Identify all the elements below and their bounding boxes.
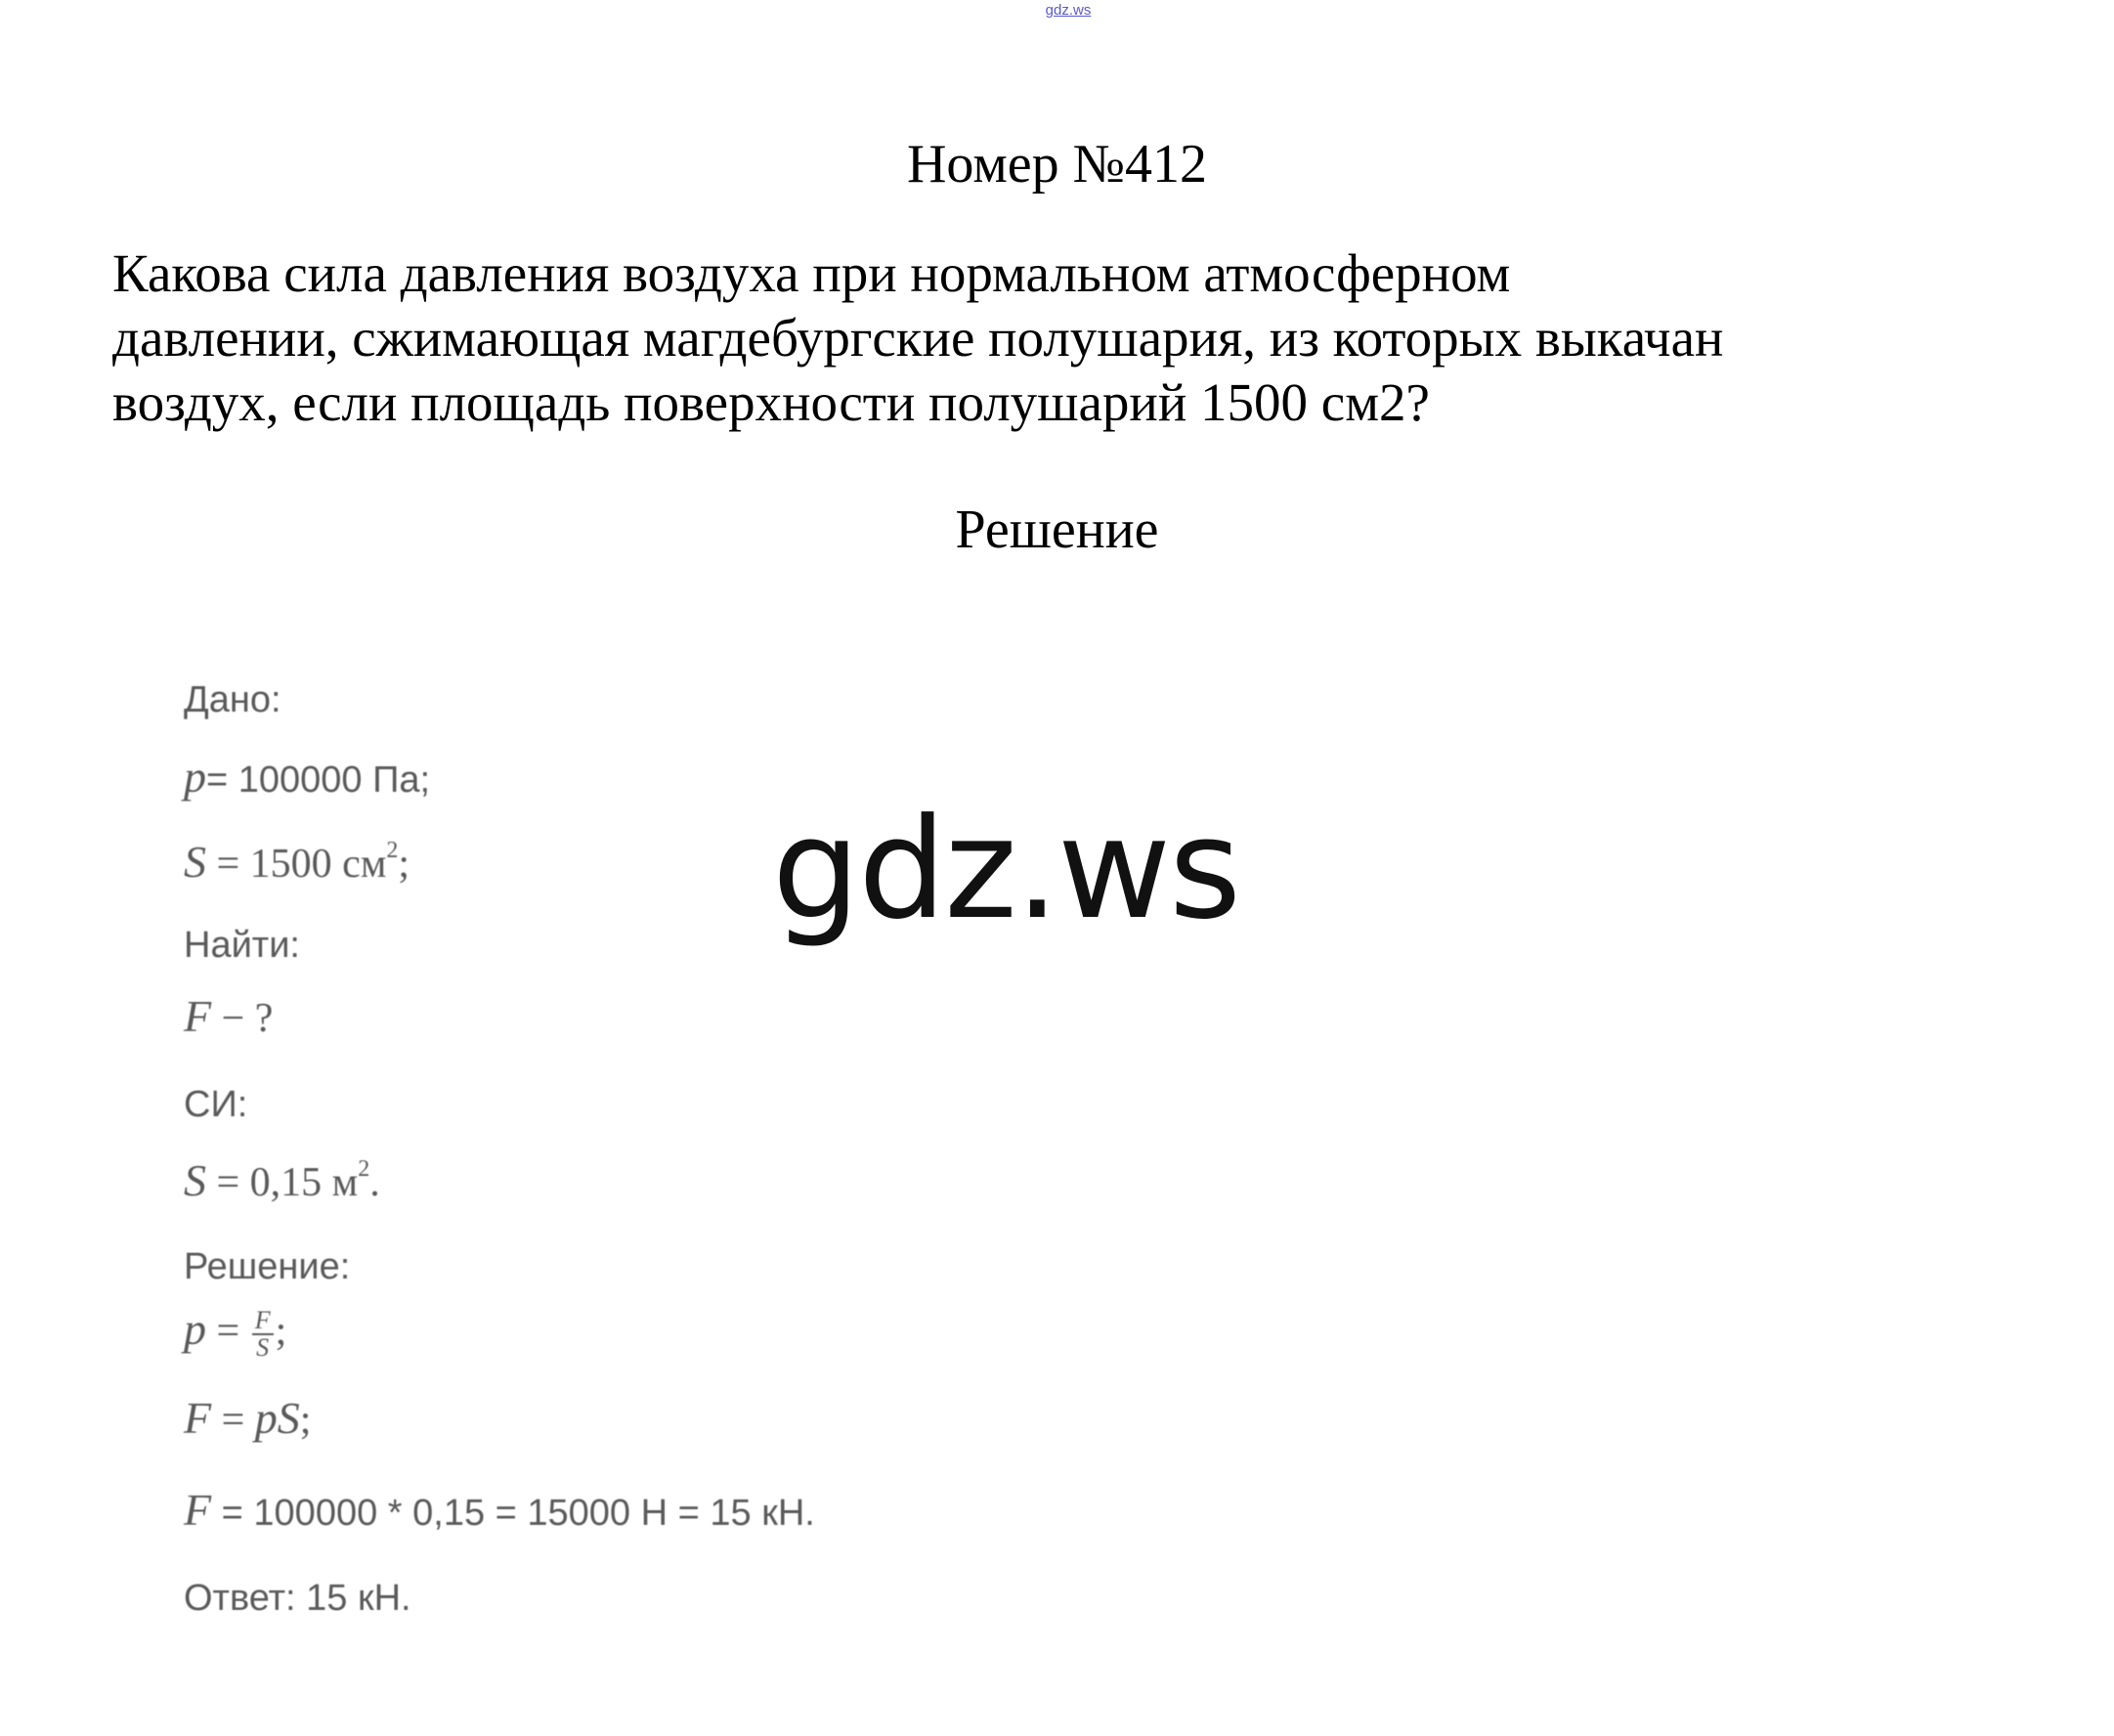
solution-heading: Решение (955, 499, 1159, 560)
var-f: F (184, 1393, 212, 1443)
find-label: Найти: (184, 925, 300, 966)
site-link[interactable]: gdz.ws (1045, 2, 1092, 19)
problem-line: воздух, если площадь поверхности полушарий 1500 см2? (112, 372, 1430, 432)
formula-rhs: pS (254, 1393, 300, 1443)
si-area (184, 1156, 380, 1213)
var-s: S (184, 837, 206, 887)
punct: ; (299, 1398, 312, 1443)
si-label: СИ: (184, 1084, 248, 1125)
var-p: p (184, 752, 206, 802)
calculation-value: = 100000 * 0,15 = 15000 Н = 15 кН. (211, 1493, 815, 1534)
si-area-value: = 0,15 м (206, 1160, 359, 1205)
page-title: Номер №412 (906, 134, 1208, 195)
var-f: F (184, 991, 212, 1041)
exponent: 2 (358, 1156, 370, 1182)
var-f: F (184, 1485, 212, 1535)
solution-label: Решение: (184, 1246, 351, 1287)
given-label: Дано: (184, 679, 281, 720)
problem-statement (112, 241, 2057, 435)
punct: . (369, 1160, 380, 1205)
formula-force (184, 1394, 311, 1445)
punct: ; (275, 1309, 287, 1354)
var-p: p (184, 1304, 206, 1354)
formula-pressure (184, 1305, 286, 1361)
find-value: − ? (211, 996, 274, 1041)
given-pressure-value: = 100000 Па; (206, 760, 431, 801)
fraction (252, 1308, 274, 1361)
fraction-denominator: S (256, 1333, 270, 1363)
equals: = (211, 1398, 255, 1443)
fraction-numerator: F (252, 1308, 274, 1335)
given-pressure (184, 753, 430, 803)
var-s: S (184, 1155, 206, 1205)
equals: = (206, 1309, 250, 1354)
watermark-logo: gdz.ws (772, 789, 1240, 950)
problem-line: давлении, сжимающая магдебургские полушария, из которых выкачан (112, 308, 1724, 368)
answer: Ответ: 15 кН. (184, 1578, 411, 1619)
exponent: 2 (386, 838, 399, 863)
given-area-value: = 1500 см (206, 842, 387, 887)
find-force (184, 992, 273, 1043)
given-area (184, 838, 410, 894)
calculation (184, 1486, 815, 1537)
problem-line: Какова сила давления воздуха при нормальном атмосферном (112, 243, 1511, 303)
punct: ; (398, 842, 410, 887)
